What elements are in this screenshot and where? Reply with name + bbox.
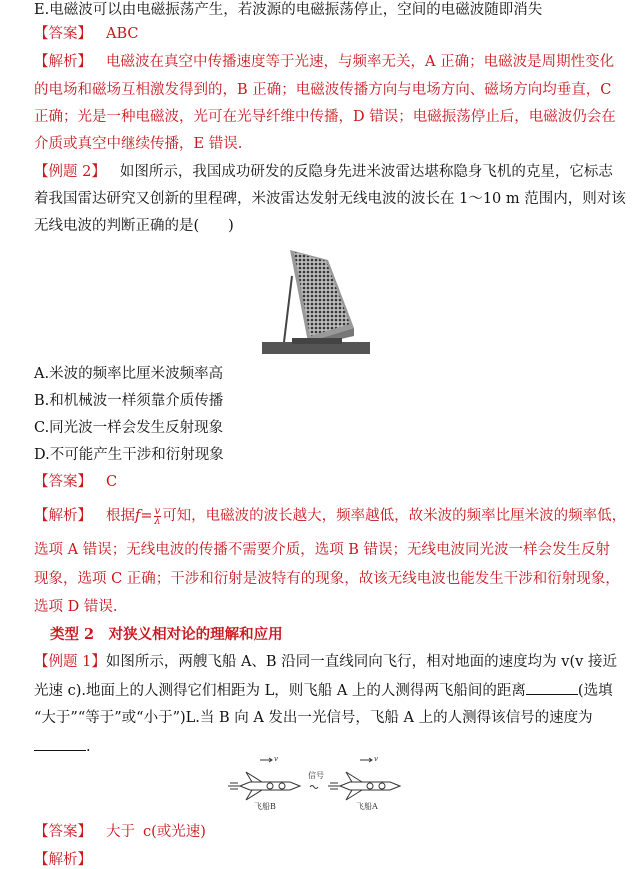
option-e: E.电磁波可以由电磁振荡产生，若波源的电磁振荡停止，空间的电磁波随即消失 [34, 2, 543, 18]
analysis-line-4: 介质或真空中继续传播，E 错误. [34, 136, 243, 152]
answer-value-1: 大于 [106, 824, 135, 840]
answer-row-q3 [34, 822, 206, 842]
example-2-stem-line-1: 【例题 2】 如图所示，我国成功研发的反隐身先进米波雷达堪称隐身飞机的克星，它标志 [34, 164, 613, 180]
svg-text:信号: 信号 [308, 771, 324, 780]
analysis-q2-line-2: 选项 A 错误；无线电波的传播不需要介质，选项 B 错误；无线电波同光波一样会发生反射 [34, 542, 611, 558]
analysis-line-3: 正确；光是一种电磁波，光可在光导纤维中传播，D 错误；电磁振荡停止后，电磁波仍会在 [34, 109, 616, 125]
answer-tag: 【答案】 [34, 26, 92, 42]
answer-tag: 【答案】 [34, 474, 92, 490]
svg-text:飞船B: 飞船B [254, 802, 276, 811]
answer-row-q1 [34, 24, 139, 44]
answer-tag: 【答案】 [34, 824, 92, 840]
answer-value: C [106, 474, 118, 490]
analysis-line-1: 【解析】 电磁波在真空中传播速度等于光速，与频率无关，A 正确；电磁波是周期性变化 [34, 54, 615, 70]
fill-blank-1 [526, 680, 578, 695]
option-b: B.和机械波一样须靠介质传播 [34, 393, 224, 409]
answer-value-2: c(或光速) [143, 824, 206, 840]
example-1-line-3: “大于”“等于”或“小于”)L.当 B 向 A 发出一光信号，飞船 A 上的人测得该信号的速度为 [34, 710, 593, 726]
option-a: A.米波的频率比厘米波频率高 [34, 366, 224, 382]
answer-value: ABC [106, 26, 139, 42]
example-1-line-4: . [34, 736, 91, 757]
svg-text:v: v [274, 755, 278, 763]
analysis-tag: 【解析】 [34, 508, 92, 524]
analysis-q3-partial: 【解析】 [34, 852, 92, 868]
fill-blank-2 [34, 736, 86, 751]
svg-text:v: v [374, 755, 378, 763]
example-2-stem-line-2: 着我国雷达研究又创新的里程碑，米波雷达发射无线电波的波长在 1～10 m 范围内，则对该 [34, 191, 626, 207]
analysis-tag: 【解析】 [34, 54, 92, 70]
example-1-line-1: 【例题 1】如图所示，两艘飞船 A、B 沿同一直线同向飞行，相对地面的速度均为 v(v 接近 [34, 654, 617, 670]
svg-text:飞船A: 飞船A [356, 802, 378, 811]
analysis-q2-line-4: 选项 D 错误. [34, 599, 118, 615]
answer-row-q2 [34, 472, 117, 492]
spaceship-diagram [220, 752, 420, 810]
example-1-line-2: 光速 c).地面上的人测得它们相距为 L，则飞船 A 上的人测得两飞船间的距离 (选填 [34, 680, 613, 701]
analysis-line-2: 的电场和磁场互相激发得到的，B 正确；电磁波传播方向与电场方向、磁场方向均垂直，C [34, 82, 612, 98]
option-d: D.不可能产生干涉和衍射现象 [34, 447, 224, 463]
analysis-q2-line-3: 现象，选项 C 正确；干涉和衍射是波特有的现象，故该无线电波也能发生干涉和衍射现象， [34, 571, 620, 587]
analysis-q2-line-1: 【解析】 根据f= $\frac{v}{\lambda}$ 可知，电磁波的波长越大，频率越低，故米波的频率比厘米波的频率低， [34, 505, 627, 527]
option-c: C.同光波一样会发生反射现象 [34, 420, 224, 436]
formula-fraction: $\frac{v}{\lambda}$ [154, 505, 161, 527]
example-tag: 【例题 1】 [34, 654, 106, 670]
example-2-stem-line-3: 无线电波的判断正确的是( ) [34, 218, 234, 234]
section-heading: 类型 2 对狭义相对论的理解和应用 [50, 626, 283, 643]
radar-image [262, 246, 370, 354]
example-tag: 【例题 2】 [34, 164, 106, 180]
